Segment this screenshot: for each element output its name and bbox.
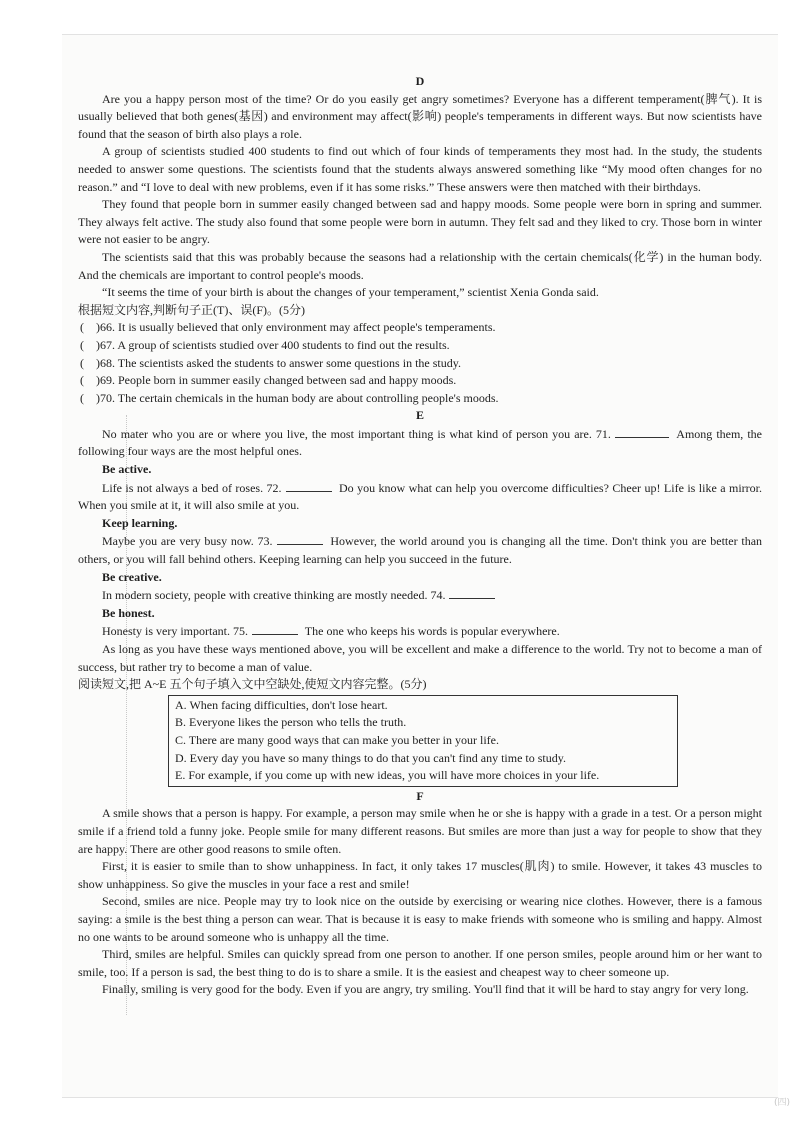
blank-72[interactable] [286,479,332,492]
section-e-p4a: Honesty is very important. 75. [102,624,248,639]
question-66: ( )66. It is usually believed that only environment may affect people's temperaments. [80,320,496,335]
section-e-paragraph-active [78,479,762,515]
section-e-p1a: Life is not always a bed of roses. 72. [102,480,282,495]
question-69: ( )69. People born in summer easily changed between sad and happy moods. [80,373,457,388]
section-f-paragraph-5: Finally, smiling is very good for the body. Even if you are angry, try smiling. You'll find that it will be hard to stay angry for very long. [102,982,749,997]
option-d: D. Every day you have so many things to do that you can't find any time to study. [175,750,566,765]
blank-75[interactable] [252,622,298,635]
blank-74[interactable] [449,586,495,599]
subheading-be-active: Be active. [102,462,152,477]
section-e-instruction: 阅读短文,把 A~E 五个句子填入文中空缺处,使短文内容完整。(5分) [78,677,427,692]
question-70: ( )70. The certain chemicals in the human body are about controlling people's moods. [80,390,499,405]
section-f-heading: F [416,788,424,803]
section-e-closing: As long as you have these ways mentioned above, you will be excellent and make a difference to the world. Try not to become a man of success, but rather try to become a man of value. [78,642,762,674]
section-e-paragraph-creative [78,586,762,605]
option-b: B. Everyone likes the person who tells the truth. [175,715,407,730]
section-e-intro-b: Among them, the following four ways are the most helpful ones. [78,426,763,459]
section-e-heading: E [415,408,424,423]
exam-page [62,34,791,1108]
section-f-paragraph-1: A smile shows that a person is happy. For example, a person may smile when he or she is happy with a grade in a test. Or a person might smile if a friend told a funny joke. People smile for many different reasons. But smiles are more than just a way for people to show that they are happy. There are other good reasons to smile often. [78,806,762,856]
section-d-paragraph-3: They found that people born in summer easily changed between sad and happy moods. Some people were born in spring and summer. They always felt active. The study also found that some people were born in autumn. They felt sad and they liked to cry. Those born in winter were not easier to be angry. [78,197,762,247]
section-f-paragraph-4: Third, smiles are helpful. Smiles can quickly spread from one person to another. If one person smiles, people around him or her want to smile, too. If a person is sad, the best thing to do is to share a smile. It is the easiest and cheapest way to cheer someone up. [78,947,762,979]
section-f-paragraph-3: Second, smiles are nice. People may try to look nice on the outside by exercising or wearing nice clothes. However, there is a famous saying: a smile is the best thing a person can wear. That is because it is easy to make friends with someone who is smiling and happy. Almost no one wants to be around someone who is unhappy all the time. [78,894,762,944]
subheading-be-creative: Be creative. [102,569,162,584]
section-e-p2b: However, the world around you is changing all the time. Don't think you are better than others, or you will fall behind others. Keeping learning can help you succeed in the future. [78,534,763,567]
section-e-p1b: Do you know what can help you overcome difficulties? Cheer up! Life is like a mirror. When you smile at it, it will also smile at you. [78,480,763,513]
section-d-paragraph-5: “It seems the time of your birth is about the changes of your temperament,” scientist Xenia Gonda said. [102,285,599,300]
section-f-paragraph-2: First, it is easier to smile than to show unhappiness. In fact, it only takes 17 muscles(肌肉) to smile. However, it takes 43 muscles to show unhappiness. So give the muscles in your face a rest and smile! [78,859,762,891]
section-d-heading: D [415,74,425,88]
section-e-intro [78,425,762,461]
page-content [78,73,762,999]
option-e: E. For example, if you come up with new ideas, you will have more choices in your life. [175,768,600,783]
option-c: C. There are many good ways that can make you better in your life. [175,732,500,747]
blank-71[interactable] [615,425,669,438]
section-e-p3a: In modern society, people with creative thinking are mostly needed. 74. [102,588,446,603]
section-e-p2a: Maybe you are very busy now. 73. [102,534,273,549]
question-67: ( )67. A group of scientists studied over 400 students to find out the results. [80,337,450,352]
section-d-paragraph-1: Are you a happy person most of the time? Or do you easily get angry sometimes? Everyone has a different temperament(脾气). It is usually believed that both genes(基因) and environment may affect(影响) people's temperaments in different ways. But now scientists have found that the season of birth also plays a role. [78,91,762,141]
page-number-mark: (四) [774,1098,791,1108]
section-e-paragraph-learning [78,532,762,568]
section-e-p4b: The one who keeps his words is popular everywhere. [304,624,560,639]
section-e-paragraph-honest [78,622,762,641]
blank-73[interactable] [277,532,323,545]
section-e-intro-a: No mater who you are or where you live, the most important thing is what kind of person you are. 71. [102,426,611,441]
option-a: A. When facing difficulties, don't lose heart. [175,697,388,712]
question-68: ( )68. The scientists asked the students to answer some questions in the study. [80,355,461,370]
section-d-instruction: 根据短文内容,判断句子正(T)、误(F)。(5分) [78,302,305,317]
options-box [168,695,678,787]
subheading-be-honest: Be honest. [102,605,155,620]
section-d-paragraph-4: The scientists said that this was probably because the seasons had a relationship with the certain chemicals(化学) in the human body. And the chemicals are important to control people's moods. [78,249,762,282]
subheading-keep-learning: Keep learning. [102,515,178,530]
section-d-paragraph-2: A group of scientists studied 400 students to find out which of four kinds of temperaments they most had. In the study, the students needed to answer some questions. The scientists found that the students always answered something like “My mood often changes for no reason.” and “I love to deal with new problems, even if it has some risks.” These answers were then matched with their birthdays. [78,144,762,194]
